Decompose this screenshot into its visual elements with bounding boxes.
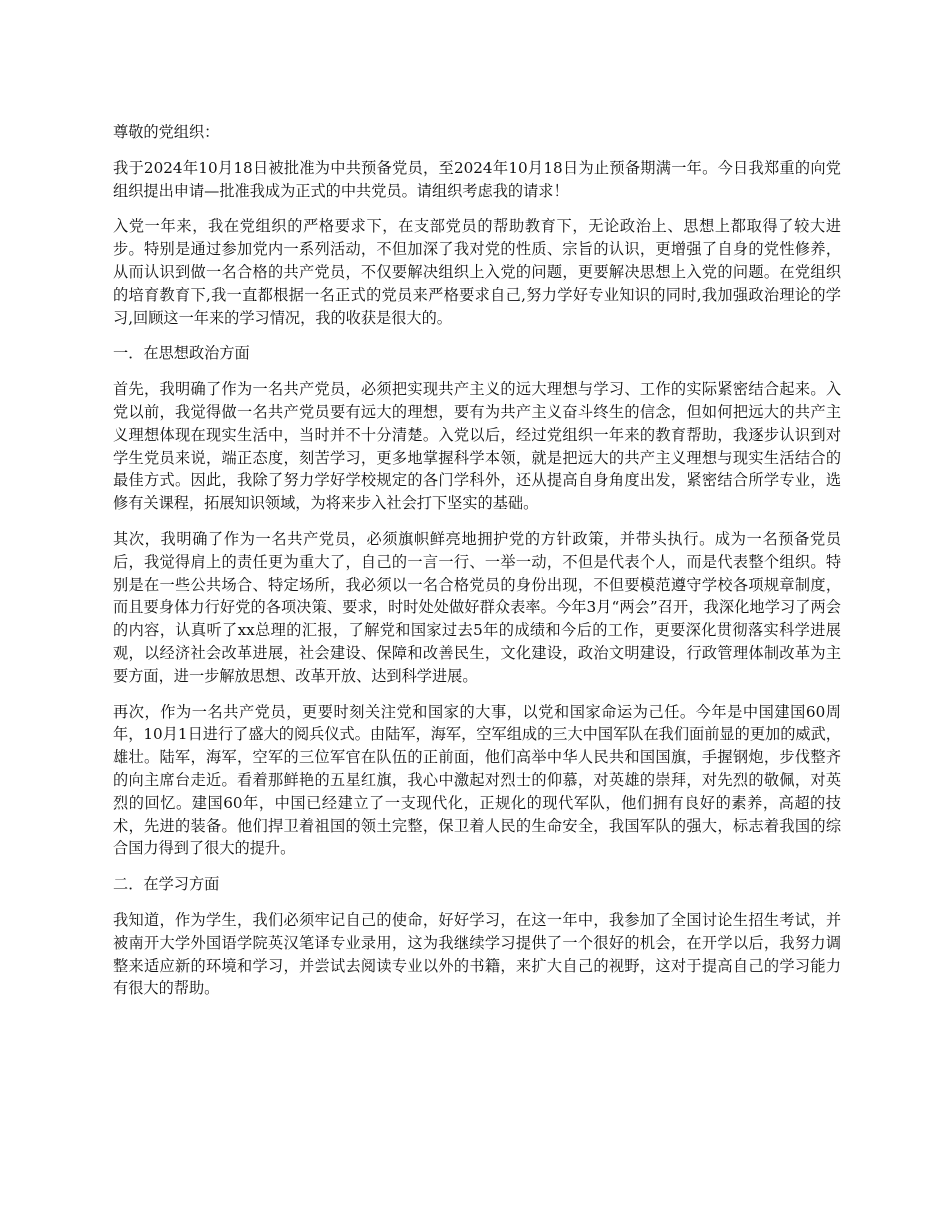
intro-paragraph: 我于2024年10月18日被批准为中共预备党员，至2024年10月18日为止预备期满一年。今日我郑重的向党组织提出申请—批准我成为正式的中共党员。请组织考虑我的请求！: [113, 158, 841, 200]
overview-paragraph: 入党一年来，我在党组织的严格要求下，在支部党员的帮助教育下，无论政治上、思想上都取得了较大进步。特别是通过参加党内一系列活动，不但加深了我对党的性质、宗旨的认识，更增强了自身的党性修养，从而认识到做一名合格的共产党员，不仅要解决组织上入党的问题，更要解决思想上入党的问题。在党组织的培育教育下,我一直都根据一名正式的党员来严格要求自己,努力学好专业知识的同时,我加强政治理论的学习,回顾这一年来的学习情况，我的收获是很大的。: [113, 217, 841, 327]
section-heading-study: 二．在学习方面: [113, 875, 220, 894]
ideology-paragraph-2: 其次，我明确了作为一名共产党员，必须旗帜鲜亮地拥护党的方针政策，并带头执行。成为一名预备党员后，我觉得肩上的责任更为重大了，自己的一言一行、一举一动，不但是代表个人，而是代表整个组织。特别是在一些公共场合、特定场所，我必须以一名合格党员的身份出现，不但要模范遵守学校各项规章制度，而且要身体力行好党的各项决策、要求，时时处处做好群众表率。今年3月“两会”召开，我深化地学习了两会的内容，认真听了xx总理的汇报，了解党和国家过去5年的成绩和今后的工作，更要深化贯彻落实科学进展观，以经济社会改革进展，社会建设、保障和改善民生，文化建设，政治文明建设，行政管理体制改革为主要方面，进一步解放思想、改革开放、达到科学进展。: [113, 529, 841, 685]
ideology-paragraph-1: 首先，我明确了作为一名共产党员，必须把实现共产主义的远大理想与学习、工作的实际紧密结合起来。入党以前，我觉得做一名共产党员要有远大的理想，要有为共产主义奋斗终生的信念，但如何把远大的共产主义理想体现在现实生活中，当时并不十分清楚。入党以后，经过党组织一年来的教育帮助，我逐步认识到对学生党员来说，端正态度，刻苦学习，更多地掌握科学本领，就是把远大的共产主义理想与现实生活结合的最佳方式。因此，我除了努力学好学校规定的各门学科外，还从提高自身角度出发，紧密结合所学专业，选修有关课程，拓展知识领域，为将来步入社会打下坚实的基础。: [113, 380, 841, 513]
study-paragraph-1: 我知道，作为学生，我们必须牢记自己的使命，好好学习，在这一年中，我参加了全国讨论生招生考试，并被南开大学外国语学院英汉笔译专业录用，这为我继续学习提供了一个很好的机会，在开学以后，我努力调整来适应新的环境和学习，并尝试去阅读专业以外的书籍，来扩大自己的视野，这对于提高自己的学习能力有很大的帮助。: [113, 910, 841, 998]
section-heading-ideology: 一．在思想政治方面: [113, 344, 250, 363]
ideology-paragraph-3: 再次，作为一名共产党员，更要时刻关注党和国家的大事，以党和国家命运为己任。今年是中国建国60周年，10月1日进行了盛大的阅兵仪式。由陆军，海军，空军组成的三大中国军队在我们面前显的更加的威武，雄壮。陆军，海军，空军的三位军官在队伍的正前面，他们高举中华人民共和国国旗，手握钢炮，步伐整齐的向主席台走近。看着那鲜艳的五星红旗，我心中激起对烈士的仰慕，对英雄的崇拜，对先烈的敬佩，对英烈的回忆。建国60年，中国已经建立了一支现代化，正规化的现代军队，他们拥有良好的素养，高超的技术，先进的装备。他们捍卫着祖国的领土完整，保卫着人民的生命安全，我国军队的强大，标志着我国的综合国力得到了很大的提升。: [113, 702, 841, 858]
salutation: 尊敬的党组织：: [113, 123, 220, 141]
document-page: [113, 121, 841, 1013]
